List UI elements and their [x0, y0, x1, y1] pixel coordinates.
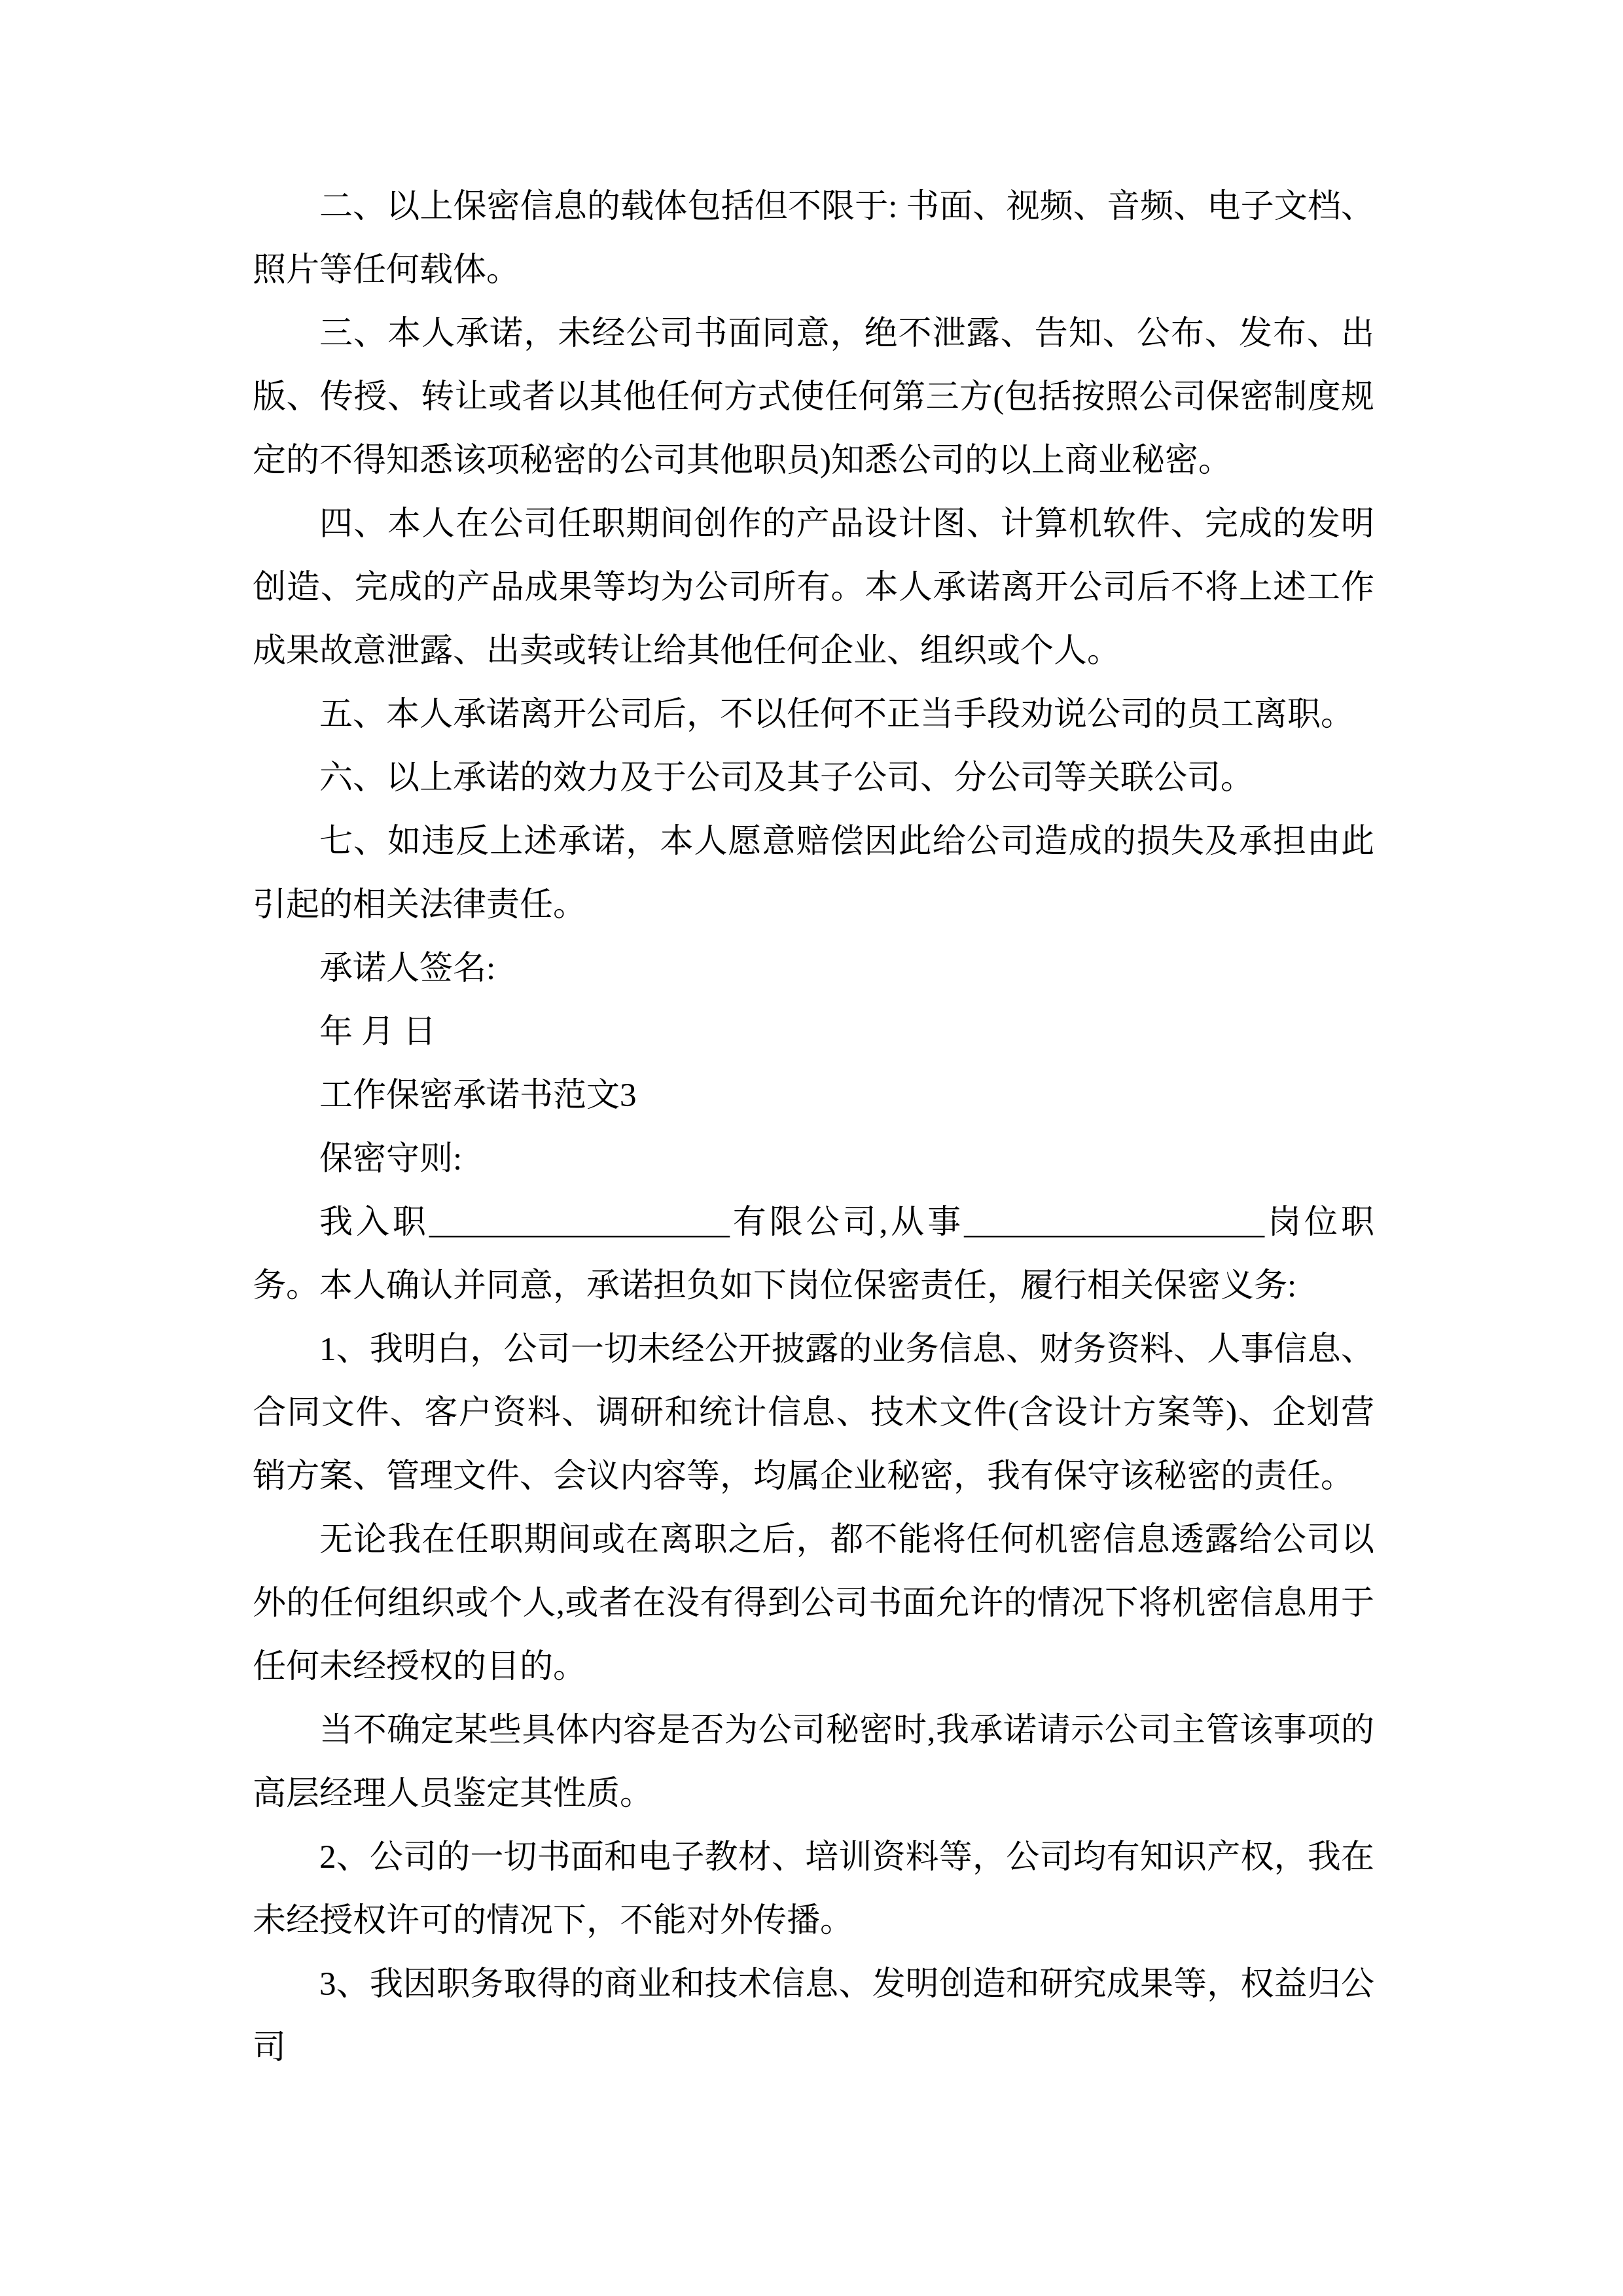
- paragraph-work-product-clause: 四、本人在公司任职期间创作的产品设计图、计算机软件、完成的发明创造、完成的产品成果等均为公司所有。本人承诺离开公司后不将上述工作成果故意泄露、出卖或转让给其他任何企业、组织或个人。: [253, 506, 1374, 670]
- paragraph-no-poaching-clause: 五、本人承诺离开公司后，不以任何不正当手段劝说公司的员工离职。: [319, 696, 1355, 733]
- subsection-title-rules: 保密守则:: [319, 1141, 463, 1177]
- paragraph-nondisclosure-clause: 三、本人承诺，未经公司书面同意，绝不泄露、告知、公布、发布、出版、传授、转让或者以其他任何方式使任何第三方(包括按照公司保密制度规定的不得知悉该项秘密的公司其他职员)知悉公司的以上商业秘密。: [253, 315, 1374, 479]
- paragraph-rule-1-uncertainty: 当不确定某些具体内容是否为公司秘密时,我承诺请示公司主管该事项的高层经理人员鉴定其性质。: [253, 1712, 1374, 1812]
- paragraph-entry-statement: 我入职__________________有限公司,从事__________________岗位职务。本人确认并同意，承诺担负如下岗位保密责任，履行相关保密义务:: [253, 1204, 1374, 1304]
- paragraph-rule-1-continued: 无论我在任职期间或在离职之后，都不能将任何机密信息透露给公司以外的任何组织或个人,或者在没有得到公司书面允许的情况下将机密信息用于任何未经授权的目的。: [253, 1522, 1374, 1685]
- date-line: 年 月 日: [319, 1014, 437, 1050]
- paragraph-carrier-clause: 二、以上保密信息的载体包括但不限于: 书面、视频、音频、电子文档、照片等任何载体。: [253, 188, 1374, 289]
- signature-line: 承诺人签名:: [319, 950, 496, 987]
- paragraph-rule-2: 2、公司的一切书面和电子教材、培训资料等，公司均有知识产权，我在未经授权许可的情况下，不能对外传播。: [253, 1839, 1374, 1939]
- paragraph-rule-3: 3、我因职务取得的商业和技术信息、发明创造和研究成果等，权益归公司: [253, 1966, 1374, 2066]
- paragraph-liability-clause: 七、如违反上述承诺，本人愿意赔偿因此给公司造成的损失及承担由此引起的相关法律责任。: [253, 823, 1374, 924]
- document-body: [253, 175, 1374, 2080]
- paragraph-rule-1: 1、我明白，公司一切未经公开披露的业务信息、财务资料、人事信息、合同文件、客户资料、调研和统计信息、技术文件(含设计方案等)、企划营销方案、管理文件、会议内容等，均属企业秘密，我有保守该秘密的责任。: [253, 1331, 1374, 1495]
- paragraph-affiliates-clause: 六、以上承诺的效力及于公司及其子公司、分公司等关联公司。: [319, 760, 1255, 797]
- section-title-sample3: 工作保密承诺书范文3: [319, 1077, 637, 1114]
